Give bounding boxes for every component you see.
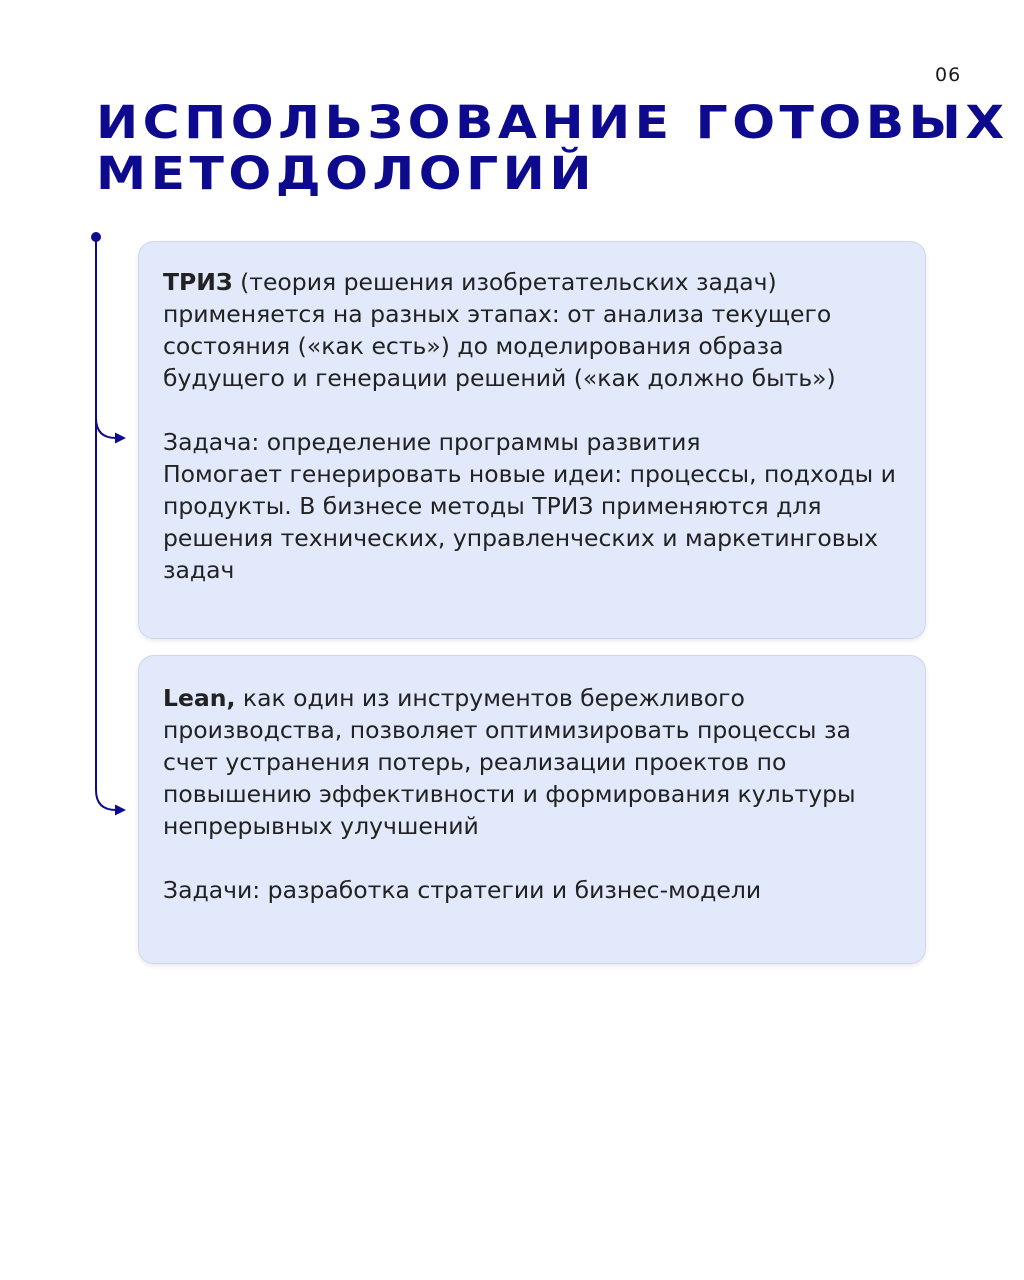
triz-task: Задача: определение программы развития	[163, 428, 701, 456]
timeline-branch-1	[96, 418, 116, 438]
lean-description	[163, 682, 905, 842]
triz-description-text: (теория решения изобретательских задач) применяется на разных этапах: от анализа текущего состояния («как есть») до моделирования образа будущего и генерации решений («как должно быть»)	[163, 268, 836, 392]
page-title-line-1: ИСПОЛЬЗОВАНИЕ ГОТОВЫХ	[96, 96, 1009, 149]
triz-details: Помогает генерировать новые идеи: процессы, подходы и продукты. В бизнесе методы ТРИЗ применяются для решения технических, управленческих и маркетинговых задач	[163, 460, 896, 584]
lean-description-text: как один из инструментов бережливого производства, позволяет оптимизировать процессы за счет устранения потерь, реализации проектов по повышению эффективности и формирования культуры непрерывных улучшений	[163, 684, 856, 840]
triz-term: ТРИЗ	[163, 268, 233, 296]
page-title	[96, 97, 1024, 199]
page-title-line-2: МЕТОДОЛОГИЙ	[96, 147, 597, 200]
timeline-arrow-icon	[0, 0, 140, 830]
triz-description	[163, 266, 905, 394]
triz-card	[138, 241, 926, 639]
arrowhead-2-icon	[115, 805, 126, 816]
page-number: 06	[935, 64, 962, 86]
timeline-line	[96, 237, 116, 810]
arrowhead-1-icon	[115, 433, 126, 444]
lean-term: Lean,	[163, 684, 236, 712]
lean-task: Задачи: разработка стратегии и бизнес-модели	[163, 876, 762, 904]
lean-card	[138, 655, 926, 964]
